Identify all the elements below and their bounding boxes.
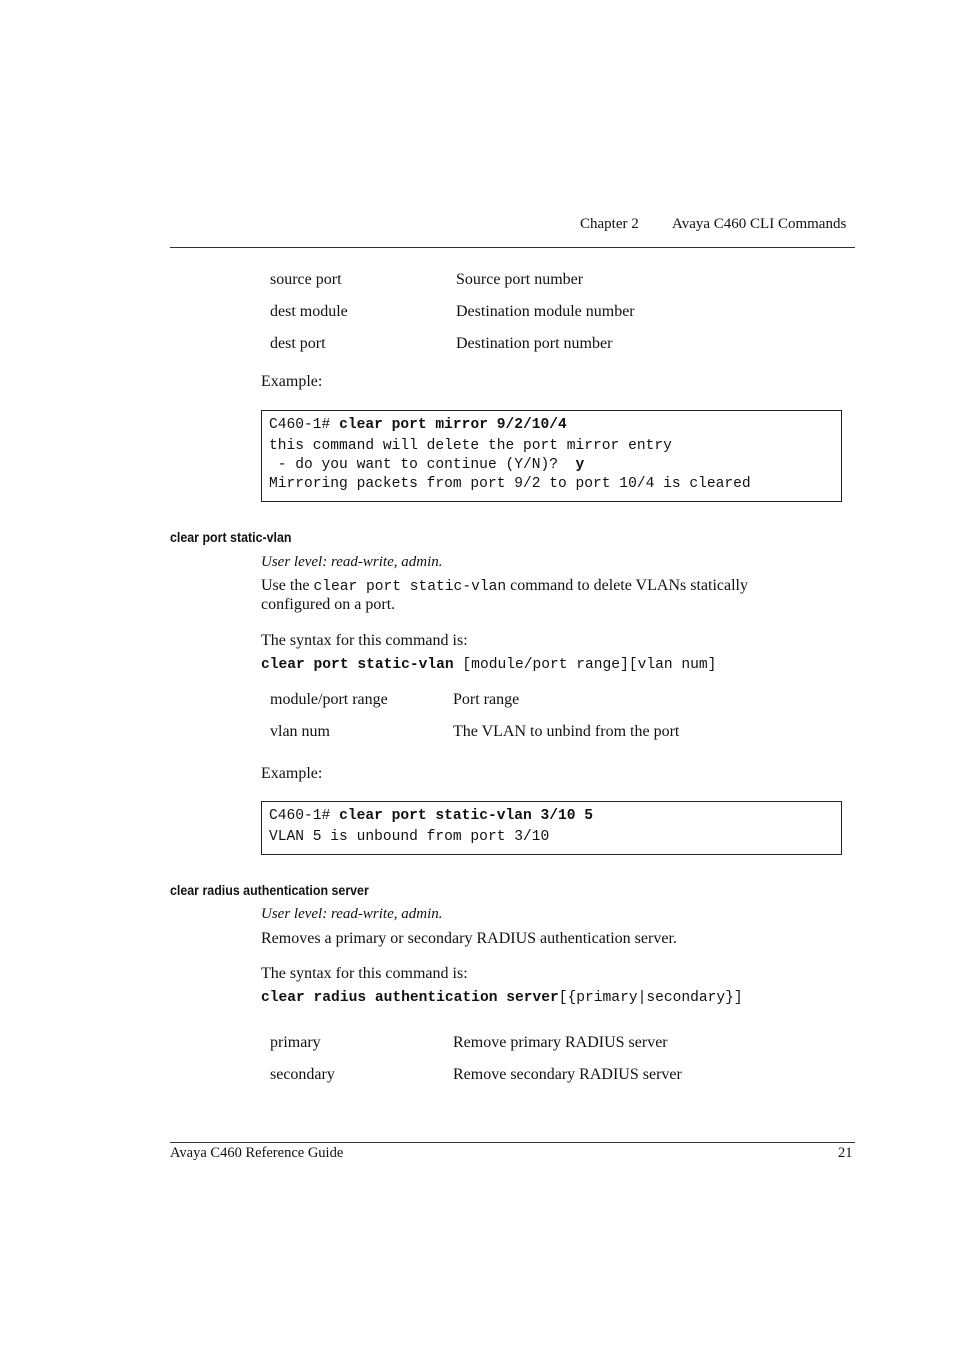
code-line: this command will delete the port mirror entry [269, 438, 672, 454]
param-desc: Destination module number [456, 303, 635, 320]
description [261, 577, 748, 595]
code-answer: y [575, 457, 585, 473]
param-desc: Remove secondary RADIUS server [453, 1066, 682, 1083]
param-desc: Port range [453, 691, 520, 708]
syntax-command: clear radius authentication server [261, 990, 559, 1006]
param-name: source port [270, 271, 342, 288]
section-heading: clear radius authentication server [170, 883, 369, 898]
syntax-command: clear port static-vlan [261, 657, 454, 673]
syntax-args: [module/port range][vlan num] [453, 657, 717, 673]
param-desc: The VLAN to unbind from the port [453, 723, 680, 740]
syntax-line [261, 990, 743, 1006]
description: Removes a primary or secondary RADIUS authentication server. [261, 930, 677, 947]
code-line [269, 416, 567, 435]
code-line [269, 456, 584, 475]
header-title: Avaya C460 CLI Commands [672, 216, 847, 232]
code-example-static-vlan [261, 801, 842, 855]
param-name: dest port [270, 335, 326, 352]
chapter-label: Chapter 2 [580, 216, 639, 232]
code-command: clear port mirror 9/2/10/4 [339, 417, 567, 433]
param-name: vlan num [270, 723, 330, 740]
syntax-line [261, 657, 716, 673]
desc-code: clear port static-vlan [313, 579, 507, 595]
user-level: User level: read-write, admin. [261, 554, 443, 570]
example-label: Example: [261, 765, 323, 782]
user-level: User level: read-write, admin. [261, 906, 443, 922]
code-example-mirror [261, 410, 842, 502]
syntax-intro: The syntax for this command is: [261, 632, 468, 649]
footer-rule [170, 1142, 855, 1143]
desc-text: command to delete VLANs statically [506, 577, 748, 594]
code-line: Mirroring packets from port 9/2 to port 10/4 is cleared [269, 476, 751, 492]
header-rule [170, 247, 855, 248]
param-desc: Destination port number [456, 335, 613, 352]
syntax-intro: The syntax for this command is: [261, 965, 468, 982]
code-prompt: C460-1# [269, 417, 331, 433]
param-name: primary [270, 1034, 321, 1051]
footer-guide-title: Avaya C460 Reference Guide [170, 1145, 344, 1161]
code-line [269, 807, 593, 826]
example-label: Example: [261, 373, 323, 390]
page-number: 21 [838, 1145, 853, 1161]
section-heading: clear port static-vlan [170, 530, 292, 545]
param-name: secondary [270, 1066, 335, 1083]
code-prompt-text: - do you want to continue (Y/N)? [269, 457, 576, 473]
desc-text: Use the [261, 577, 314, 594]
code-command: clear port static-vlan 3/10 5 [339, 808, 594, 824]
param-name: dest module [270, 303, 348, 320]
syntax-args: [{primary|secondary}] [558, 990, 743, 1006]
code-prompt: C460-1# [269, 808, 331, 824]
code-line: VLAN 5 is unbound from port 3/10 [269, 829, 550, 845]
param-desc: Remove primary RADIUS server [453, 1034, 668, 1051]
param-desc: Source port number [456, 271, 584, 288]
param-name: module/port range [270, 691, 388, 708]
description-line2: configured on a port. [261, 596, 396, 613]
